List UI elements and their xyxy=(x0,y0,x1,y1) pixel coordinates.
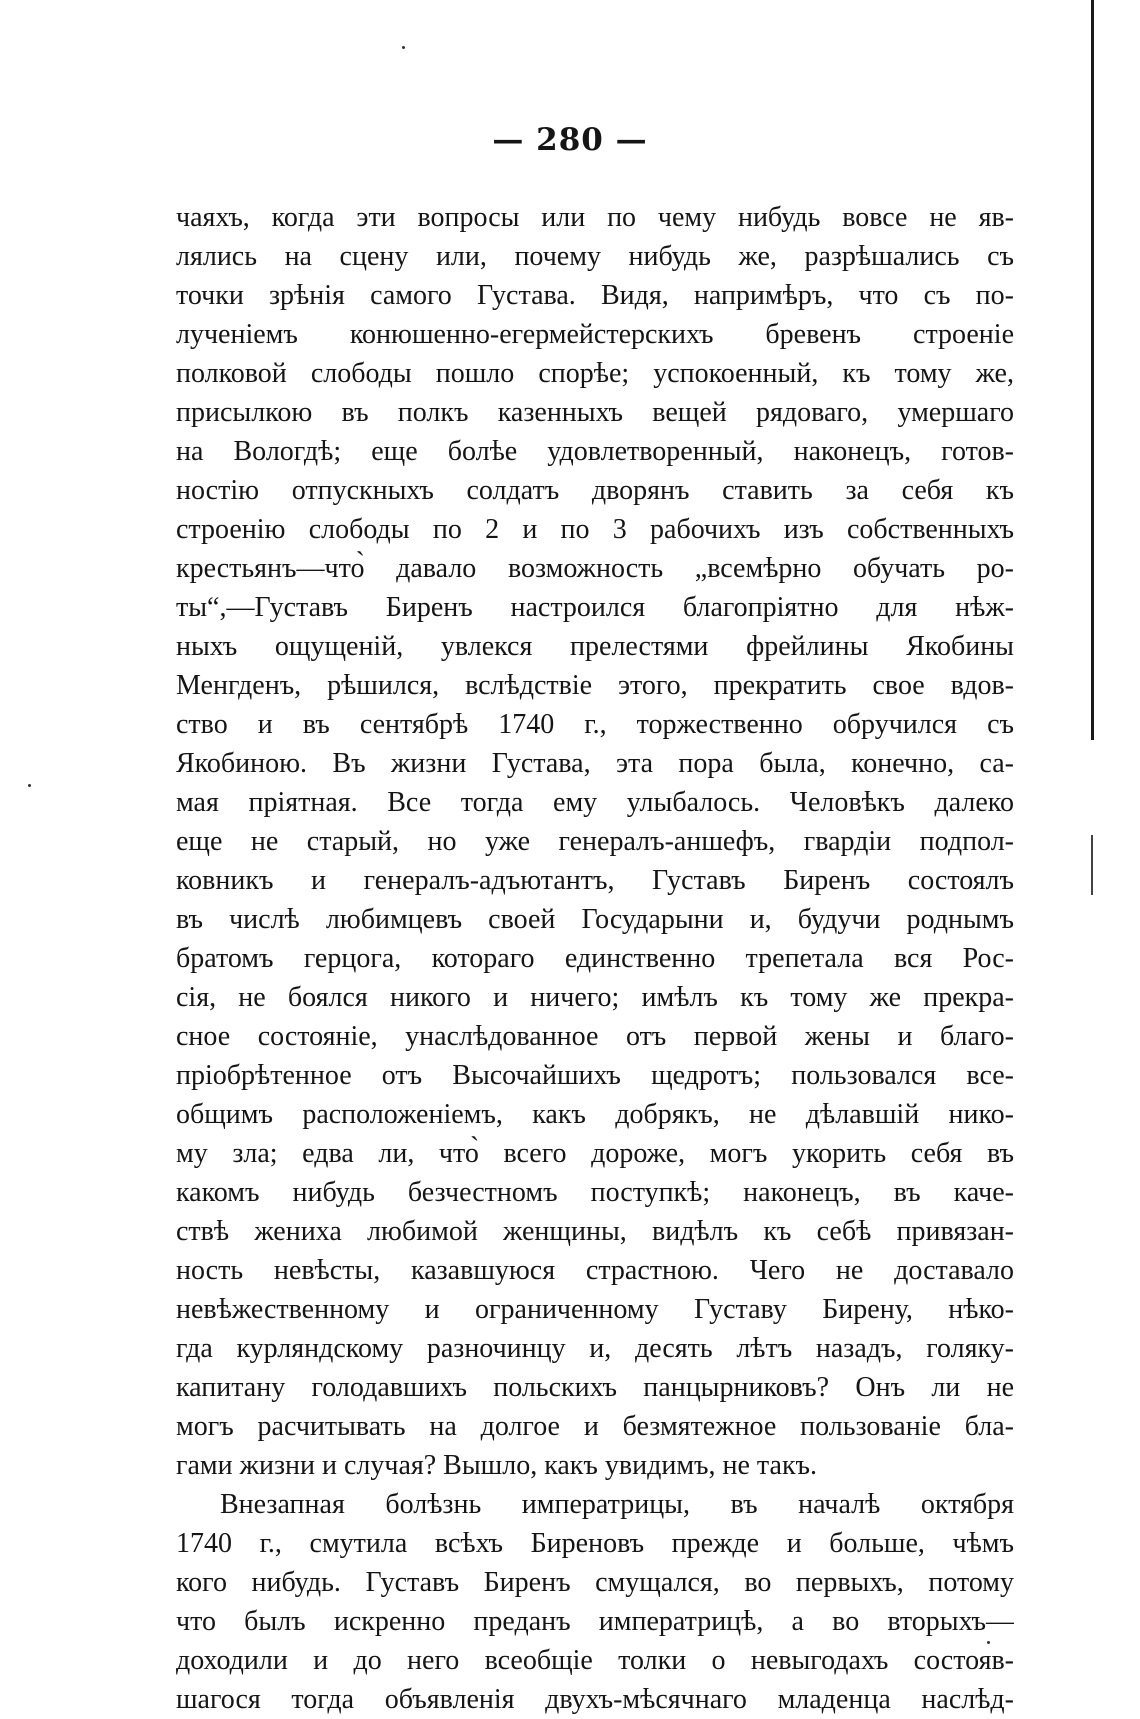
text-line: капитану голодавшихъ польскихъ панцырниковъ? Онъ ли не xyxy=(176,1372,1014,1403)
text-line: пріобрѣтенное отъ Высочайшихъ щедротъ; пользовался все- xyxy=(176,1060,1014,1091)
text-line: что былъ искренно преданъ императрицѣ, а во вторыхъ— xyxy=(176,1606,1014,1637)
text-line: чаяхъ, когда эти вопросы или по чему нибудь вовсе не яв- xyxy=(176,202,1014,233)
text-line: му зла; едва ли, что̀ всего дороже, могъ укорить себя въ xyxy=(176,1138,1014,1169)
text-line: крестьянъ—что̀ давало возможность „всемѣрно обучать ро- xyxy=(176,553,1014,584)
scan-speck xyxy=(28,784,31,787)
text-line: братомъ герцога, котораго единственно трепетала вся Рос- xyxy=(176,943,1014,974)
text-line: ты“,—Густавъ Биренъ настроился благопріятно для нѣж- xyxy=(176,592,1014,623)
text-line: общимъ расположеніемъ, какъ добрякъ, не дѣлавшій нико- xyxy=(176,1099,1014,1130)
page-number: — 280 — xyxy=(492,122,648,158)
text-line: шагося тогда объявленія двухъ-мѣсячнаго младенца наслѣд- xyxy=(176,1684,1014,1715)
text-line: лялись на сцену или, почему нибудь же, разрѣшались съ xyxy=(176,241,1014,272)
text-line: ность невѣсты, казавшуюся страстною. Чего не доставало xyxy=(176,1255,1014,1286)
text-line: полковой слободы пошло спорѣе; успокоенный, къ тому же, xyxy=(176,358,1014,389)
text-line: ностію отпускныхъ солдатъ дворянъ ставить за себя къ xyxy=(176,475,1014,506)
page-edge-rule xyxy=(1091,0,1094,740)
text-line: мая пріятная. Все тогда ему улыбалось. Человѣкъ далеко xyxy=(176,787,1014,818)
text-line: ствѣ жениха любимой женщины, видѣлъ къ себѣ привязан- xyxy=(176,1216,1014,1247)
scan-speck xyxy=(402,46,405,49)
text-line: сія, не боялся никого и ничего; имѣлъ къ тому же прекра- xyxy=(176,982,1014,1013)
text-line: Менгденъ, рѣшился, вслѣдствіе этого, прекратить свое вдов- xyxy=(176,670,1014,701)
text-line: на Вологдѣ; еще болѣе удовлетворенный, наконецъ, готов- xyxy=(176,436,1014,467)
text-line: кого нибудь. Густавъ Биренъ смущался, во первыхъ, потому xyxy=(176,1567,1014,1598)
text-line: гда курляндскому разночинцу и, десять лѣтъ назадъ, голяку- xyxy=(176,1333,1014,1364)
text-line: въ числѣ любимцевъ своей Государыни и, будучи роднымъ xyxy=(176,904,1014,935)
page-edge-mark xyxy=(1091,835,1093,895)
text-line: присылкою въ полкъ казенныхъ вещей рядоваго, умершаго xyxy=(176,397,1014,428)
text-line: точки зрѣнія самого Густава. Видя, напримѣръ, что съ по- xyxy=(176,280,1014,311)
body-text xyxy=(176,198,1014,1719)
text-line: строенію слободы по 2 и по 3 рабочихъ изъ собственныхъ xyxy=(176,514,1014,545)
paragraph-2 xyxy=(176,1485,1014,1719)
text-line: ныхъ ощущеній, увлекся прелестями фрейлины Якобины xyxy=(176,631,1014,662)
text-line: доходили и до него всеобщіе толки о невыгодахъ состояв- xyxy=(176,1645,1014,1676)
paragraph-1 xyxy=(176,198,1014,1485)
text-line: ство и въ сентябрѣ 1740 г., торжественно обручился съ xyxy=(176,709,1014,740)
text-line: сное состояніе, унаслѣдованное отъ первой жены и благо- xyxy=(176,1021,1014,1052)
text-line: ковникъ и генералъ-адъютантъ, Густавъ Биренъ состоялъ xyxy=(176,865,1014,896)
text-line: какомъ нибудь безчестномъ поступкѣ; наконецъ, въ каче- xyxy=(176,1177,1014,1208)
text-line: гами жизни и случая? Вышло, какъ увидимъ, не такъ. xyxy=(176,1450,818,1481)
text-line: невѣжественному и ограниченному Густаву Бирену, нѣко- xyxy=(176,1294,1014,1325)
text-line: лученіемъ конюшенно-егермейстерскихъ бревенъ строеніе xyxy=(176,319,1014,350)
text-line: Якобиною. Въ жизни Густава, эта пора была, конечно, са- xyxy=(176,748,1014,779)
text-line: еще не старый, но уже генералъ-аншефъ, гвардіи подпол- xyxy=(176,826,1014,857)
text-line: 1740 г., смутила всѣхъ Биреновъ прежде и больше, чѣмъ xyxy=(176,1528,1014,1559)
text-line: могъ расчитывать на долгое и безмятежное пользованіе бла- xyxy=(176,1411,1014,1442)
text-line: Внезапная болѣзнь императрицы, въ началѣ октября xyxy=(220,1489,1014,1520)
